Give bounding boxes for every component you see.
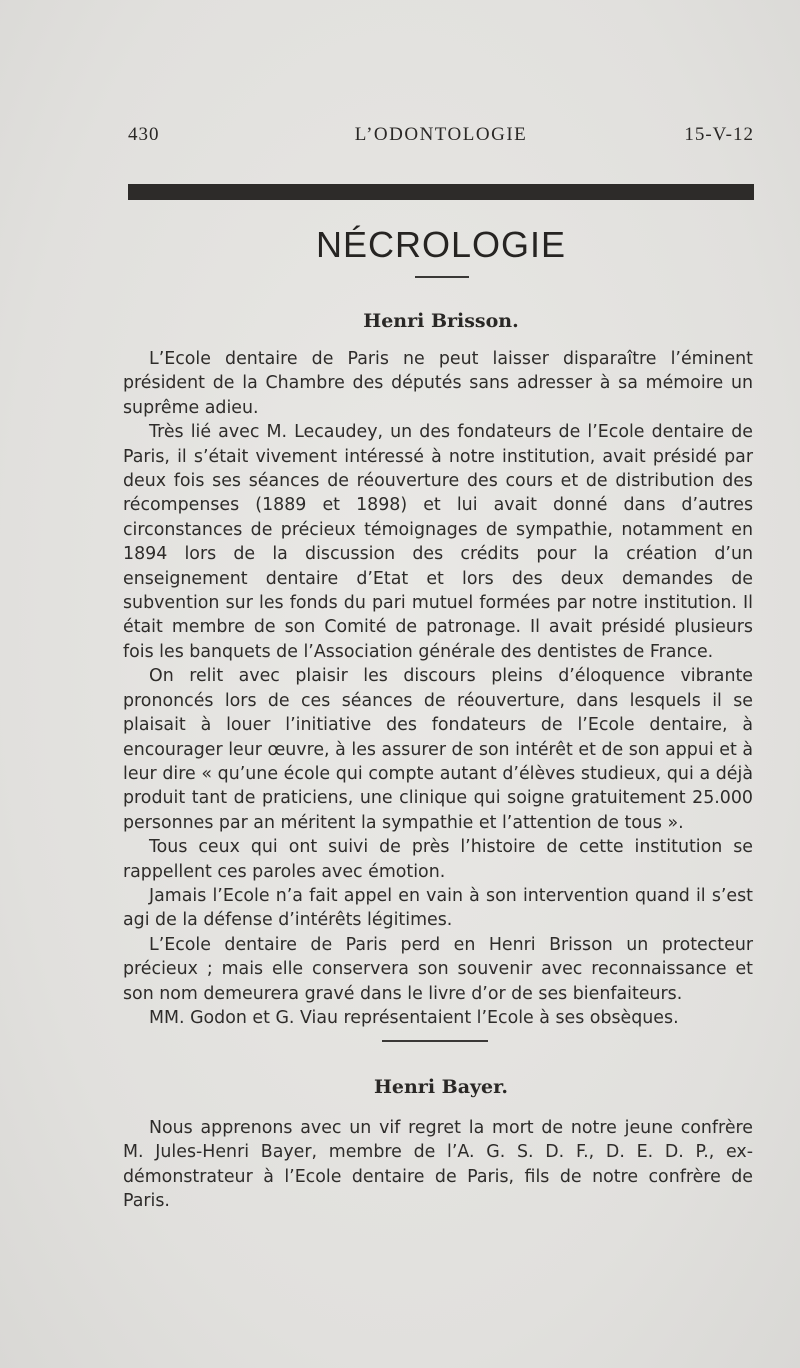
- page-number: 430: [128, 124, 160, 145]
- running-head: [128, 124, 754, 154]
- journal-title: L’ODONTOLOGIE: [354, 124, 528, 145]
- paragraph: L’Ecole dentaire de Paris perd en Henri Brisson un protecteur précieux ; mais elle conservera son souvenir avec reconnaissance et son nom demeurera gravé dans le livre d’or de ses bienfaiteurs.: [123, 934, 753, 1004]
- issue-date: 15-V-12: [684, 124, 754, 145]
- paragraph: MM. Godon et G. Viau représentaient l’Ecole à ses obsèques.: [149, 1007, 679, 1028]
- decorative-top-rule: [128, 184, 754, 200]
- paragraph: L’Ecole dentaire de Paris ne peut laisser disparaître l’éminent président de la Chambre des députés sans adresser à sa mémoire un suprême adieu.: [123, 349, 753, 418]
- obituary-heading-bayer: Henri Bayer.: [373, 1076, 509, 1098]
- obituary-heading-brisson: Henri Brisson.: [363, 310, 519, 332]
- paragraph: Tous ceux qui ont suivi de près l’histoire de cette institution se rappellent ces paroles avec émotion.: [123, 837, 753, 882]
- title-underline-rule: [415, 276, 469, 278]
- paragraph: Très lié avec M. Lecaudey, un des fondateurs de l’Ecole dentaire de Paris, il s’était vivement intéressé à notre institution, avait présidé par deux fois ses séances de réouverture des cours et de distribution des récompenses (1889 et 1898) et lui avait donné dans d’autres circonstances de précieux témoignages de sympathie, notamment en 1894 lors de la discussion des crédits pour la création d’un enseignement dentaire d’Etat et lors des deux demandes de subvention sur les fonds du pari mutuel formées par notre institution. Il était membre de son Comité de patronage. Il avait présidé plusieurs fois les banquets de l’Association générale des dentistes de France.: [123, 422, 753, 662]
- obituary-body-brisson: [123, 347, 753, 1030]
- paragraph: Jamais l’Ecole n’a fait appel en vain à son intervention quand il s’est agi de la défense d’intérêts légitimes.: [123, 885, 753, 931]
- paragraph: Nous apprenons avec un vif regret la mort de notre jeune confrère M. Jules-Henri Bayer, membre de l’A. G. S. D. F., D. E. D. P., ex-démonstrateur à l’Ecole dentaire de Paris, fils de notre confrère de Paris.: [123, 1118, 753, 1212]
- paragraph: On relit avec plaisir les discours pleins d’éloquence vibrante prononcés lors de ces séances de réouverture, dans lesquels il se plaisait à louer l’initiative des fondateurs de l’Ecole dentaire, à encourager leur œuvre, à les assurer de son intérêt et de son appui et à leur dire « qu’une école qui compte autant d’élèves studieux, qui a déjà produit tant de praticiens, une clinique qui soigne gratuitement 25.000 personnes par an méritent la sympathie et l’attention de tous ».: [123, 666, 753, 833]
- section-title: NÉCROLOGIE: [315, 224, 567, 265]
- section-separator-rule: [382, 1040, 488, 1042]
- obituary-body-bayer: [123, 1116, 753, 1214]
